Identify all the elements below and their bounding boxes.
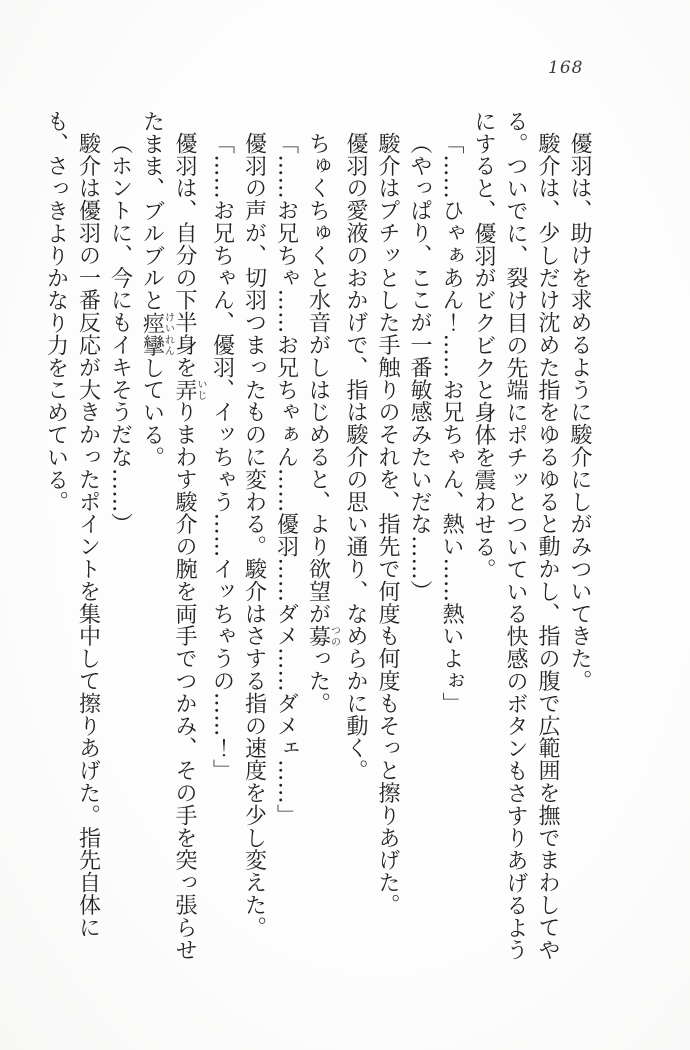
paragraph: （やっぱり、ここが一番敏感みたいだな……）	[407, 132, 432, 603]
furigana-word: 募つの	[305, 625, 340, 648]
text-body	[43, 110, 595, 962]
furigana-word: 痙攣けいれん	[139, 311, 174, 357]
paragraph: 駿介は、少しだけ沈めた指をゆるゆると動かし、指の腹で広範囲を撫でまわしてやる。ついでに、裂け目の先端にポチッとついている快感のボタンもさすりあげるようにすると、優羽がビクビクと身体を震わせる。	[471, 110, 560, 962]
paragraph: 「……お兄ちゃん、優羽、イッちゃう……イッちゃうの……！」	[209, 132, 235, 782]
paragraph: 優羽の声が、切羽つまったものに変わる。駿介はさする指の速度を少し変えた。	[241, 132, 267, 939]
paragraph: 優羽の愛液のおかげで、指は駿介の思い通り、なめらかに動く。	[343, 132, 368, 782]
paragraph: 優羽は、自分の下半身を弄いじりまわす駿介の腕を両手でつかみ、その手を突っ張らせたまま、ブルブルと痙攣けいれんしている。	[139, 110, 206, 962]
paragraph: 優羽は、助けを求めるように駿介にしがみついてきた。	[567, 132, 592, 693]
paragraph: 「……ひゃぁあん！……お兄ちゃん、熱い……熱いよぉ」	[439, 132, 464, 715]
paragraph: 駿介はプチッとした手触りのそれを、指先で何度も何度もそっと擦りあげた。	[375, 132, 400, 917]
furigana-word: 弄いじ	[172, 378, 206, 402]
paragraph: （ホントに、今にもイキそうだな……）	[107, 132, 133, 536]
paragraph: 駿介は優羽の一番反応が大きかったポイントを集中して擦りあげた。指先自体にも、さっきよりかなり力をこめている。	[43, 110, 101, 939]
paragraph: 「……お兄ちゃ……お兄ちゃぁん……優羽……ダメ……ダメェ……」	[273, 132, 299, 827]
page-number: 168	[548, 58, 584, 78]
paragraph: ちゅくちゅくと水音がしはじめると、より欲望が募つのった。	[305, 132, 340, 715]
